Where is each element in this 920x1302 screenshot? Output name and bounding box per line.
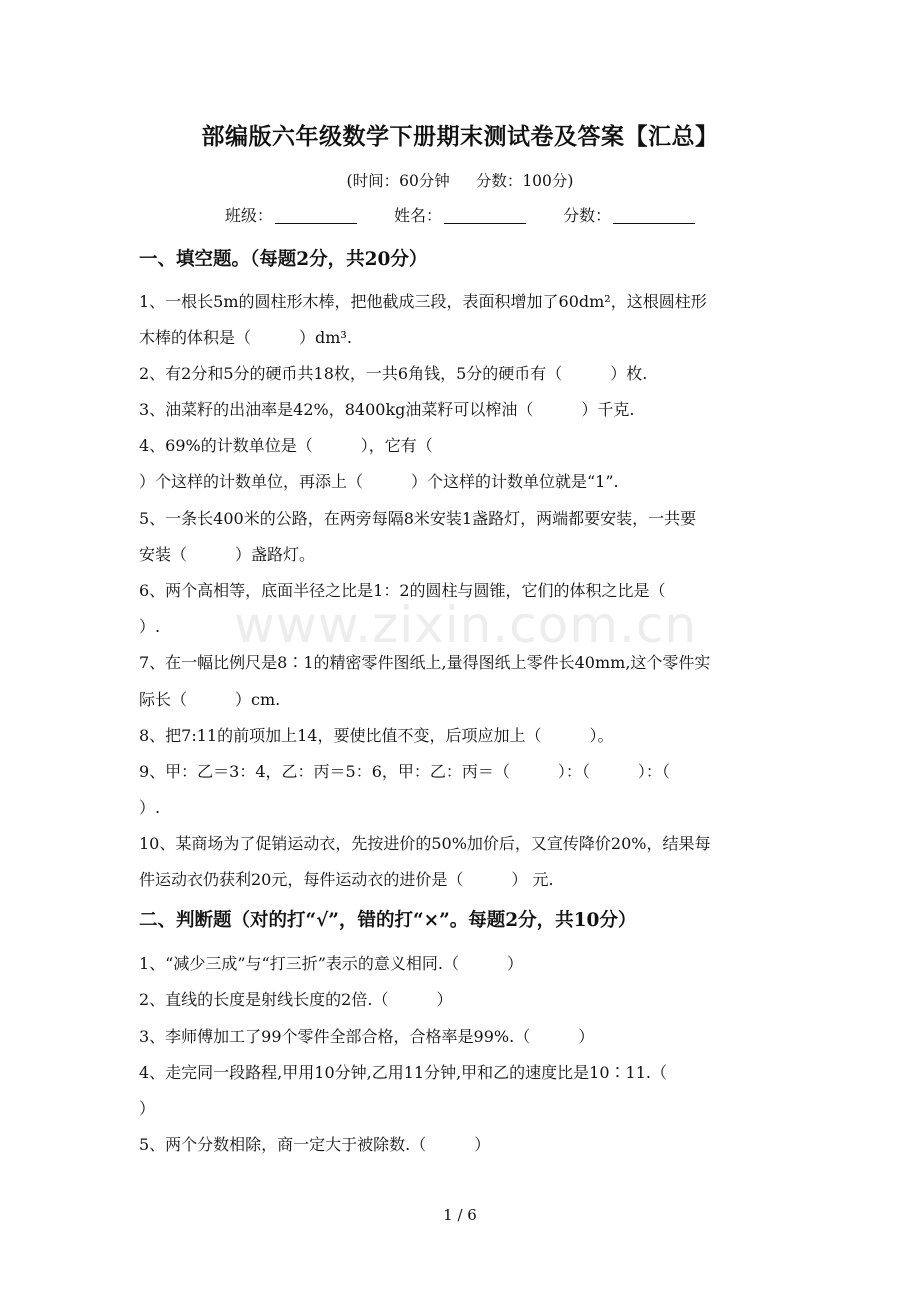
question-line: 4、69%的计数单位是（ ），它有（ [139, 436, 433, 455]
question-line: 木棒的体积是（ ）dm³. [139, 328, 352, 347]
question-line: 5、一条长400米的公路，在两旁每隔8米安装1盏路灯，两端都要安装，一共要 [139, 509, 697, 528]
question-line: ）. [139, 617, 161, 636]
class-field [225, 203, 357, 226]
question-line: 7、在一幅比例尺是8∶1的精密零件图纸上,量得图纸上零件长40mm,这个零件实 [139, 653, 711, 672]
question-line: 9、甲：乙＝3：4，乙：丙＝5：6，甲：乙：丙＝（ ）：（ ）：（ [139, 762, 670, 781]
student-info-line [0, 203, 920, 226]
section-heading-fill-in: 一、填空题。（每题2分，共20分） [139, 249, 428, 270]
question-line: 际长（ ）cm. [139, 690, 281, 709]
question-line: 3、油菜籽的出油率是42%，8400kg油菜籽可以榨油（ ）千克. [139, 400, 635, 419]
class-blank [275, 207, 357, 224]
score-label: 分数： [563, 206, 612, 225]
class-label: 班级： [224, 206, 273, 225]
exam-time-score [0, 169, 920, 191]
question-line: 5、两个分数相除，商一定大于被除数.（ ） [139, 1135, 491, 1154]
score-field [563, 203, 695, 226]
question-line: 4、走完同一段路程,甲用10分钟,乙用11分钟,甲和乙的速度比是10∶11.（ [139, 1063, 667, 1082]
page-title: 部编版六年级数学下册期末测试卷及答案【汇总】 [201, 123, 719, 150]
question-line: 2、有2分和5分的硬币共18枚，一共6角钱，5分的硬币有（ ）枚. [139, 364, 648, 383]
name-blank [444, 207, 526, 224]
question-line: ）个这样的计数单位，再添上（ ）个这样的计数单位就是“1”. [139, 472, 619, 491]
question-line: ）. [139, 798, 161, 817]
question-line: 1、“减少三成”与“打三折”表示的意义相同.（ ） [139, 954, 523, 973]
question-line: 10、某商场为了促销运动衣，先按进价的50%加价后，又宣传降价20%，结果每 [139, 834, 711, 853]
exam-total-score: 分数：100分) [475, 172, 574, 190]
question-line: ） [139, 1099, 156, 1118]
watermark: www.zixin.com.cn [234, 596, 698, 654]
section-heading-true-false: 二、判断题（对的打“√”，错的打“×”。每题2分，共10分） [139, 910, 637, 931]
score-blank [613, 207, 695, 224]
question-line: 件运动衣仍获利20元，每件运动衣的进价是（ ） 元. [139, 870, 554, 889]
name-label: 姓名： [393, 206, 442, 225]
question-line: 3、李师傅加工了99个零件全部合格，合格率是99%.（ ） [139, 1027, 595, 1046]
question-line: 8、把7:11的前项加上14，要使比值不变，后项应加上（ ）。 [139, 726, 614, 745]
question-line: 1、一根长5m的圆柱形木棒，把他截成三段，表面积增加了60dm²，这根圆柱形 [139, 292, 707, 311]
question-line: 安装（ ）盏路灯。 [139, 545, 316, 564]
page-number: 1 / 6 [443, 1206, 477, 1224]
question-line: 2、直线的长度是射线长度的2倍.（ ） [139, 990, 453, 1009]
name-field [394, 203, 526, 226]
exam-time: (时间：60分钟 [346, 172, 450, 190]
question-line: 6、两个高相等，底面半径之比是1：2的圆柱与圆锥，它们的体积之比是（ [139, 581, 666, 600]
